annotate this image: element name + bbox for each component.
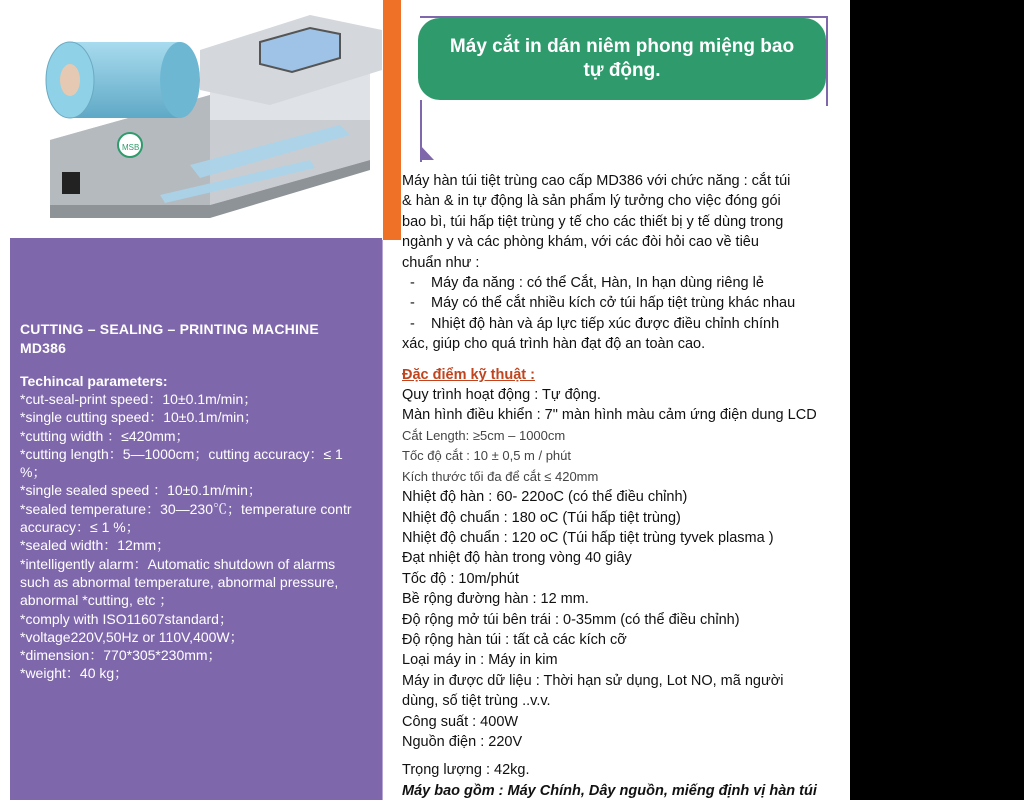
- product-description: [402, 171, 842, 800]
- feature-line: Nguồn điện : 220V: [402, 733, 523, 750]
- feature-line: Loại máy in : Máy in kim: [402, 652, 558, 669]
- param-line: *weight：40 kg；: [20, 665, 129, 682]
- param-line: *sealed width：12mm；: [20, 537, 171, 554]
- feature-line-small: Tốc độ cắt : 10 ± 0,5 m / phút: [402, 448, 571, 464]
- feature-line: Tốc độ : 10m/phút: [402, 570, 519, 587]
- feature-line: Độ rộng mở túi bên trái : 0-35mm (có thể điều chỉnh): [402, 611, 740, 628]
- param-line: *single sealed speed ：10±0.1m/min；: [20, 482, 262, 499]
- features-heading: Đặc điểm kỹ thuật :: [402, 366, 535, 383]
- intro-line: Máy hàn túi tiệt trùng cao cấp MD386 với chức năng : cắt túi: [402, 173, 791, 189]
- param-line: accuracy：≤ 1 %；: [20, 519, 140, 536]
- feature-line: Nhiệt độ hàn : 60- 220oC (có thể điều chỉnh): [402, 489, 688, 506]
- intro-line: bao bì, túi hấp tiệt trùng y tế cho các thiết bị y tế dùng trong: [402, 213, 784, 230]
- tech-specs: [20, 320, 380, 683]
- callout-title: Máy cắt in dán niêm phong miệng bao tự động.: [418, 18, 826, 100]
- param-line: abnormal *cutting, etc ；: [20, 592, 174, 609]
- product-logo: MSB: [122, 143, 140, 152]
- feature-line: Nhiệt độ chuẩn : 120 oC (Túi hấp tiệt trùng tyvek plasma ): [402, 529, 774, 546]
- feature-line: Nhiệt độ chuẩn : 180 oC (Túi hấp tiệt trùng): [402, 509, 681, 526]
- bullet-line: xác, giúp cho quá trình hàn đạt độ an toàn cao.: [402, 336, 706, 353]
- callout-pointer: [420, 145, 434, 160]
- tech-title-line1: CUTTING – SEALING – PRINTING MACHINE: [20, 321, 319, 337]
- feature-line: Màn hình điều khiển : 7" màn hình màu cảm ứng điện dung LCD: [402, 407, 817, 424]
- param-line: %；: [20, 464, 47, 481]
- param-line: *cutting width ：≤420mm；: [20, 427, 190, 444]
- feature-line: dùng, số tiệt trùng ..v.v.: [402, 693, 551, 710]
- bullet-line: - Máy có thể cắt nhiều kích cở túi hấp tiệt trùng khác nhau: [402, 295, 796, 312]
- param-line: *cutting length：5—1000cm；cutting accuracy：≤ 1: [20, 445, 343, 462]
- feature-line: Độ rộng hàn túi : tất cả các kích cỡ: [402, 631, 627, 648]
- param-line: *dimension：770*305*230mm；: [20, 647, 222, 664]
- tech-title-line2: MD386: [20, 340, 67, 356]
- param-line: *single cutting speed：10±0.1m/min；: [20, 409, 259, 426]
- feature-line-small: Kích thước tối đa để cắt ≤ 420mm: [402, 468, 599, 484]
- param-line: such as abnormal temperature, abnormal pressure,: [20, 573, 339, 590]
- param-line: *intelligently alarm：Automatic shutdown of alarms: [20, 555, 336, 572]
- feature-line: Đạt nhiệt độ hàn trong vòng 40 giây: [402, 550, 632, 567]
- feature-line-small: Cắt Length: ≥5cm – 1000cm: [402, 427, 566, 443]
- accent-bar: [383, 0, 401, 240]
- feature-line: Quy trình hoạt động : Tự động.: [402, 387, 601, 404]
- feature-line: Công suất : 400W: [402, 713, 519, 730]
- sealing-machine-illustration: [10, 0, 382, 238]
- feature-line: Máy in được dữ liệu : Thời hạn sử dụng, Lot NO, mã người: [402, 672, 784, 689]
- bullet-line: - Máy đa năng : có thể Cắt, Hàn, In hạn dùng riêng lẻ: [402, 275, 764, 292]
- intro-line: & hàn & in tự động là sản phẩm lý tưởng cho việc đóng gói: [402, 193, 781, 210]
- param-line: *voltage220V,50Hz or 110V,400W；: [20, 628, 244, 645]
- feature-line: Bề rộng đường hàn : 12 mm.: [402, 591, 589, 608]
- intro-line: chuẩn như :: [402, 254, 480, 271]
- column-divider: [382, 240, 383, 800]
- params-heading: Techincal parameters:: [20, 373, 168, 389]
- product-photo: [10, 0, 382, 238]
- intro-line: ngành y và các phòng khám, với các đòi hỏi cao về tiêu: [402, 234, 759, 251]
- package-contents-line: Máy bao gồm : Máy Chính, Dây nguồn, miếng định vị hàn túi: [402, 782, 817, 799]
- weight-line: Trọng lượng : 42kg.: [402, 762, 530, 779]
- param-line: *sealed temperature：30—230℃；temperature contr: [20, 500, 352, 517]
- param-line: *cut-seal-print speed：10±0.1m/min；: [20, 391, 258, 407]
- param-line: *comply with ISO11607standard；: [20, 610, 233, 627]
- bullet-line: - Nhiệt độ hàn và áp lực tiếp xúc được điều chỉnh chính: [402, 315, 780, 332]
